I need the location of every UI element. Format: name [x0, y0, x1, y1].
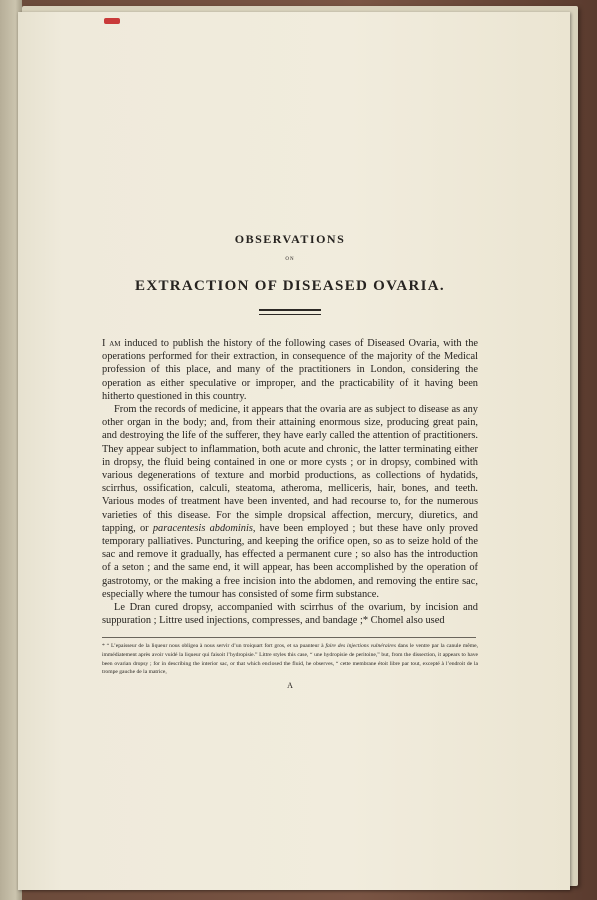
footnote-text	[102, 642, 478, 676]
paragraph-3: Le Dran cured dropsy, accompanied with scirrhus of the ovarium, by incision and suppuration ; Littre used injections, compresses, and bandage ;* Chomel also used	[102, 602, 478, 627]
title-rule	[259, 309, 321, 315]
page-title-main: EXTRACTION OF DISEASED OVARIA.	[135, 278, 445, 294]
signature-mark: A	[287, 680, 293, 690]
page-content	[102, 232, 478, 690]
footnote-italic: faire des injections vulnéraires	[325, 643, 396, 650]
red-ribbon-mark	[104, 18, 120, 24]
footnote	[102, 642, 478, 676]
page-title-observations: OBSERVATIONS	[234, 232, 346, 246]
paragraph-2	[102, 403, 478, 601]
paragraph-2-b: , have been employed ; but these have only proved temporary palliatives. Puncturing, and keeping the orifice open, so as to seize hold of the sac and remove it gradually, has effected a permanent cure ; so also has the introduction of a seton ; and the same end, it will appear, has been accomplished by the operation of gastrotomy, or the making a free incision into the abdomen, and removing the entire sac, especially where the tumour has consisted of some firm substance.	[102, 522, 478, 600]
body-text	[102, 337, 478, 627]
paragraph-1-rest: induced to publish the history of the following cases of Diseased Ovaria, with the operations performed for their extraction, in consequence of the majority of the Medical profession of this place, and many of the practitioners in London, considering the operation as either speculative or improper, and the practicability of it having been hitherto questioned in this country.	[102, 338, 479, 402]
paragraph-1-lead: I am	[102, 338, 121, 349]
page-title-on: ON	[285, 257, 295, 262]
paragraph-2-a: From the records of medicine, it appears that the ovaria are as subject to disease as any other organ in the body; and, from their attaining enormous size, producing great pain, and destroying the life of the sufferer, they have early called the attention of practitioners. They appear subject to inflammation, both acute and chronic, the latter terminating either in dropsy, the fluid being contained in one or more cysts ; or in dropsy, combined with various degenerations of texture and morbid productions, as collections of hydatids, scirrhus, ossification, calculi, steatoma, atheroma, melliceris, hair, bones, and teeth. Various modes of treatment have been invented, and had recourse to, for the numerous varieties of this disease. For the simple dropsical affection, mercury, diuretics, and tapping, or	[102, 404, 478, 534]
paragraph-1	[102, 337, 478, 403]
footnote-rule	[102, 637, 476, 638]
footnote-text-b: dans le ventre par la canule même, immédiatement après avoir vuidé la liqueur qui faisoit l’hydropisie.” Littre styles this case, “ une hydropisie de peritoine,” but, from the dissection, it appears to have been ovarian dropsy ; for in describing the interior sac, or that which enclosed the fluid, he observes, “ cette membrane étoit libre par tout, excepté à l’endroit de la trompe gauche de la matrice,	[102, 643, 478, 676]
book-page	[18, 12, 570, 890]
footnote-text-a: * “ L’epaisseur de la liqueur nous obligea à nous servir d’un troiquart fort gros, et sa puanteur à	[102, 643, 326, 650]
paragraph-2-italic: paracentesis abdominis	[152, 522, 253, 534]
